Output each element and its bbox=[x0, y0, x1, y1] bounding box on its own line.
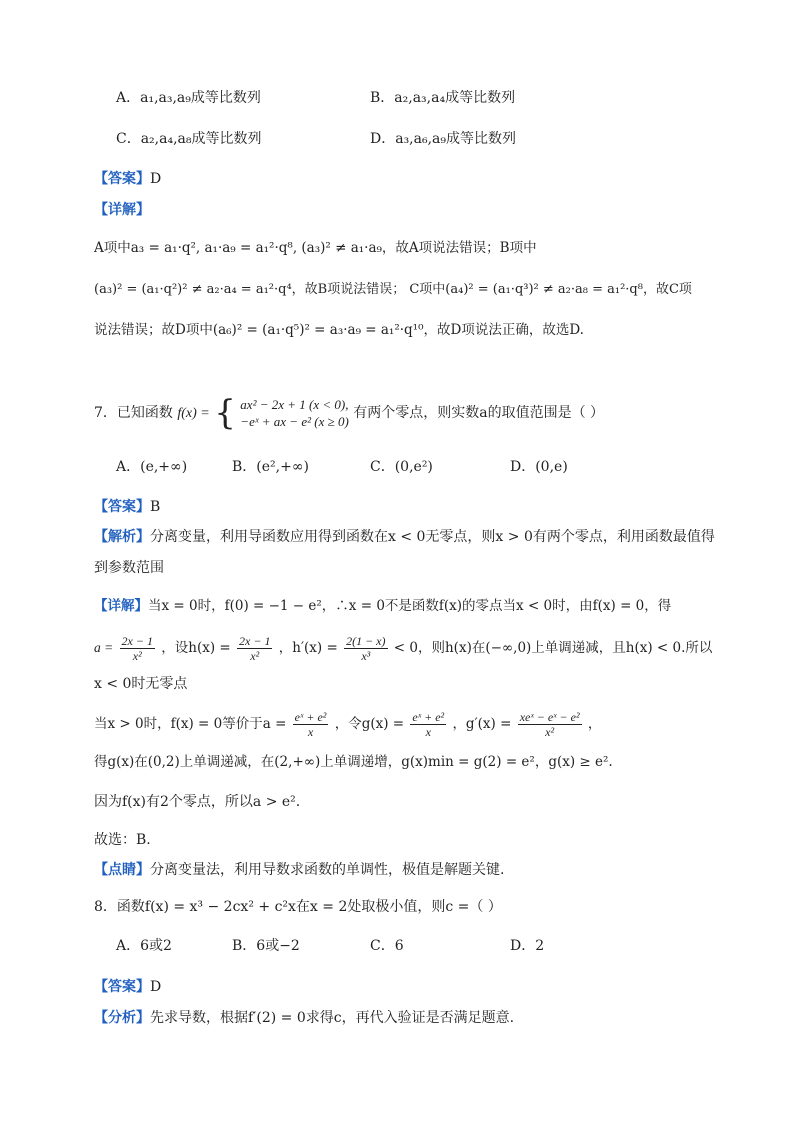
q8-option-b: B．6或−2 bbox=[232, 938, 300, 954]
frac-numerator: 2x − 1 bbox=[239, 634, 271, 648]
q7-detail-line-2 bbox=[94, 628, 713, 668]
q7-detail-line-6: 因为f(x)有2个零点，所以a > e². bbox=[94, 794, 301, 810]
q7-piecewise-cases bbox=[240, 396, 349, 430]
frac-denominator: x² bbox=[132, 649, 142, 663]
d2-a: a = bbox=[94, 640, 114, 655]
frac-denominator: x bbox=[307, 725, 314, 739]
frac-numerator: 2x − 1 bbox=[121, 634, 153, 648]
q6-detail-tag bbox=[94, 200, 702, 220]
q7-analysis-line-1 bbox=[94, 527, 715, 547]
d4-b: ，令g(x) = bbox=[334, 716, 405, 732]
detail-text: 当x = 0时，f(0) = −1 − e²，∴x = 0不是函数f(x)的零点当x < 0时，由f(x) = 0，得 bbox=[148, 598, 672, 614]
d2-d: < 0，则h(x)在(−∞,0)上单调递减，且h(x) < 0.所以 bbox=[393, 640, 713, 656]
answer-value: D bbox=[150, 979, 162, 995]
d2-c: ，h′(x) = bbox=[278, 640, 338, 656]
fraction-g-def bbox=[410, 710, 446, 739]
q7-option-c: C．(0,e²) bbox=[370, 459, 433, 475]
frac-numerator: eˣ + e² bbox=[412, 710, 445, 724]
q6-detail-line-1: A项中a₃ = a₁·q², a₁·a₉ = a₁²·q⁸, (a₃)² ≠ a₁·a₉，故A项说法错误；B项中 bbox=[94, 240, 537, 256]
frac-numerator: xeˣ − eˣ − e² bbox=[519, 710, 580, 724]
q6-detail-line-2: (a₃)² = (a₁·q²)² ≠ a₂·a₄ = a₁²·q⁴，故B项说法错误； C项中(a₄)² = (a₁·q³)² ≠ a₂·a₈ = a₁²·q⁸，故C项 bbox=[94, 282, 692, 297]
detail-tag: 【详解】 bbox=[94, 202, 150, 218]
frac-denominator: x² bbox=[545, 725, 555, 739]
d2-b: ，设h(x) = bbox=[161, 640, 231, 656]
d4-d: ， bbox=[587, 716, 602, 732]
analysis-text: 分离变量，利用导函数应用得到函数在x < 0无零点，则x > 0有两个零点，利用函数最值得 bbox=[150, 529, 715, 545]
q7-comment bbox=[94, 860, 702, 880]
q7-option-b: B．(e²,+∞) bbox=[232, 459, 309, 475]
q8-option-c: C．6 bbox=[370, 938, 404, 954]
q7-case-2: −eˣ + ax − e² (x ≥ 0) bbox=[240, 414, 349, 429]
comment-text: 分离变量法，利用导数求函数的单调性，极值是解题关键. bbox=[150, 862, 505, 878]
q7-detail-line-4 bbox=[94, 704, 702, 744]
q8-option-d: D．2 bbox=[510, 938, 545, 954]
analysis-text: 先求导数，根据f′(2) = 0求得c，再代入验证是否满足题意. bbox=[150, 1010, 515, 1026]
d4-c: ，g′(x) = bbox=[452, 716, 512, 732]
q7-detail-line-7: 故选：B. bbox=[94, 832, 151, 848]
d4-a: 当x > 0时，f(x) = 0等价于a = bbox=[94, 716, 287, 732]
q6-option-c: C．a₂,a₄,a₈成等比数列 bbox=[116, 131, 262, 147]
q6-answer bbox=[94, 169, 702, 189]
q7-answer bbox=[94, 497, 702, 517]
q7-detail-line-5: 得g(x)在(0,2)上单调递减，在(2,+∞)上单调递增，g(x)min = g(2) = e²，g(x) ≥ e². bbox=[94, 754, 613, 770]
answer-tag: 【答案】 bbox=[94, 499, 150, 515]
frac-denominator: x bbox=[425, 725, 431, 739]
q8-analysis bbox=[94, 1008, 702, 1028]
frac-numerator: 2(1 − x) bbox=[346, 634, 386, 648]
frac-denominator: x³ bbox=[361, 649, 371, 663]
q6-option-a: A．a₁,a₃,a₉成等比数列 bbox=[116, 90, 261, 106]
analysis-tag: 【解析】 bbox=[94, 529, 150, 545]
q7-stem-prefix: 7．已知函数 bbox=[94, 405, 173, 421]
q6-option-d: D．a₃,a₆,a₉成等比数列 bbox=[370, 131, 517, 147]
fraction-h-def bbox=[237, 634, 272, 663]
answer-value: B bbox=[150, 499, 161, 515]
q7-case-1: ax² − 2x + 1 (x < 0), bbox=[240, 397, 349, 412]
answer-tag: 【答案】 bbox=[94, 979, 150, 995]
q7-stem-suffix: 有两个零点，则实数a的取值范围是（ ） bbox=[353, 405, 605, 421]
answer-value: D bbox=[150, 171, 162, 187]
analysis-tag: 【分析】 bbox=[94, 1010, 150, 1026]
fraction-h-prime bbox=[344, 634, 387, 663]
q7-option-a: A．(e,+∞) bbox=[116, 459, 188, 475]
q7-option-d: D．(0,e) bbox=[510, 459, 568, 475]
q7-left-brace: { bbox=[214, 393, 236, 433]
q8-option-a: A．6或2 bbox=[116, 938, 172, 954]
q7-stem bbox=[94, 392, 702, 434]
answer-tag: 【答案】 bbox=[94, 171, 150, 187]
fraction-2x-1-over-x2 bbox=[120, 634, 155, 663]
q6-detail-line-3: 说法错误；故D项中(a₆)² = (a₁·q⁵)² = a₃·a₉ = a₁²·q¹⁰，故D项说法正确，故选D. bbox=[94, 322, 584, 338]
q8-stem: 8．函数f(x) = x³ − 2cx² + c²x在x = 2处取极小值，则c =（ ） bbox=[94, 899, 502, 915]
q7-detail-line-3: x < 0时无零点 bbox=[94, 676, 188, 692]
q7-function-name: f(x) = bbox=[177, 406, 210, 421]
frac-denominator: x² bbox=[250, 649, 260, 663]
comment-tag: 【点睛】 bbox=[94, 862, 150, 878]
q7-detail-line-1 bbox=[94, 596, 702, 616]
q8-answer bbox=[94, 977, 702, 997]
detail-tag: 【详解】 bbox=[94, 598, 148, 614]
frac-numerator: eˣ + e² bbox=[294, 710, 327, 724]
q7-analysis-line-2: 到参数范围 bbox=[94, 560, 164, 576]
fraction-a-equiv bbox=[293, 710, 329, 739]
q6-option-b: B．a₂,a₃,a₄成等比数列 bbox=[370, 90, 516, 106]
fraction-g-prime bbox=[518, 710, 582, 739]
